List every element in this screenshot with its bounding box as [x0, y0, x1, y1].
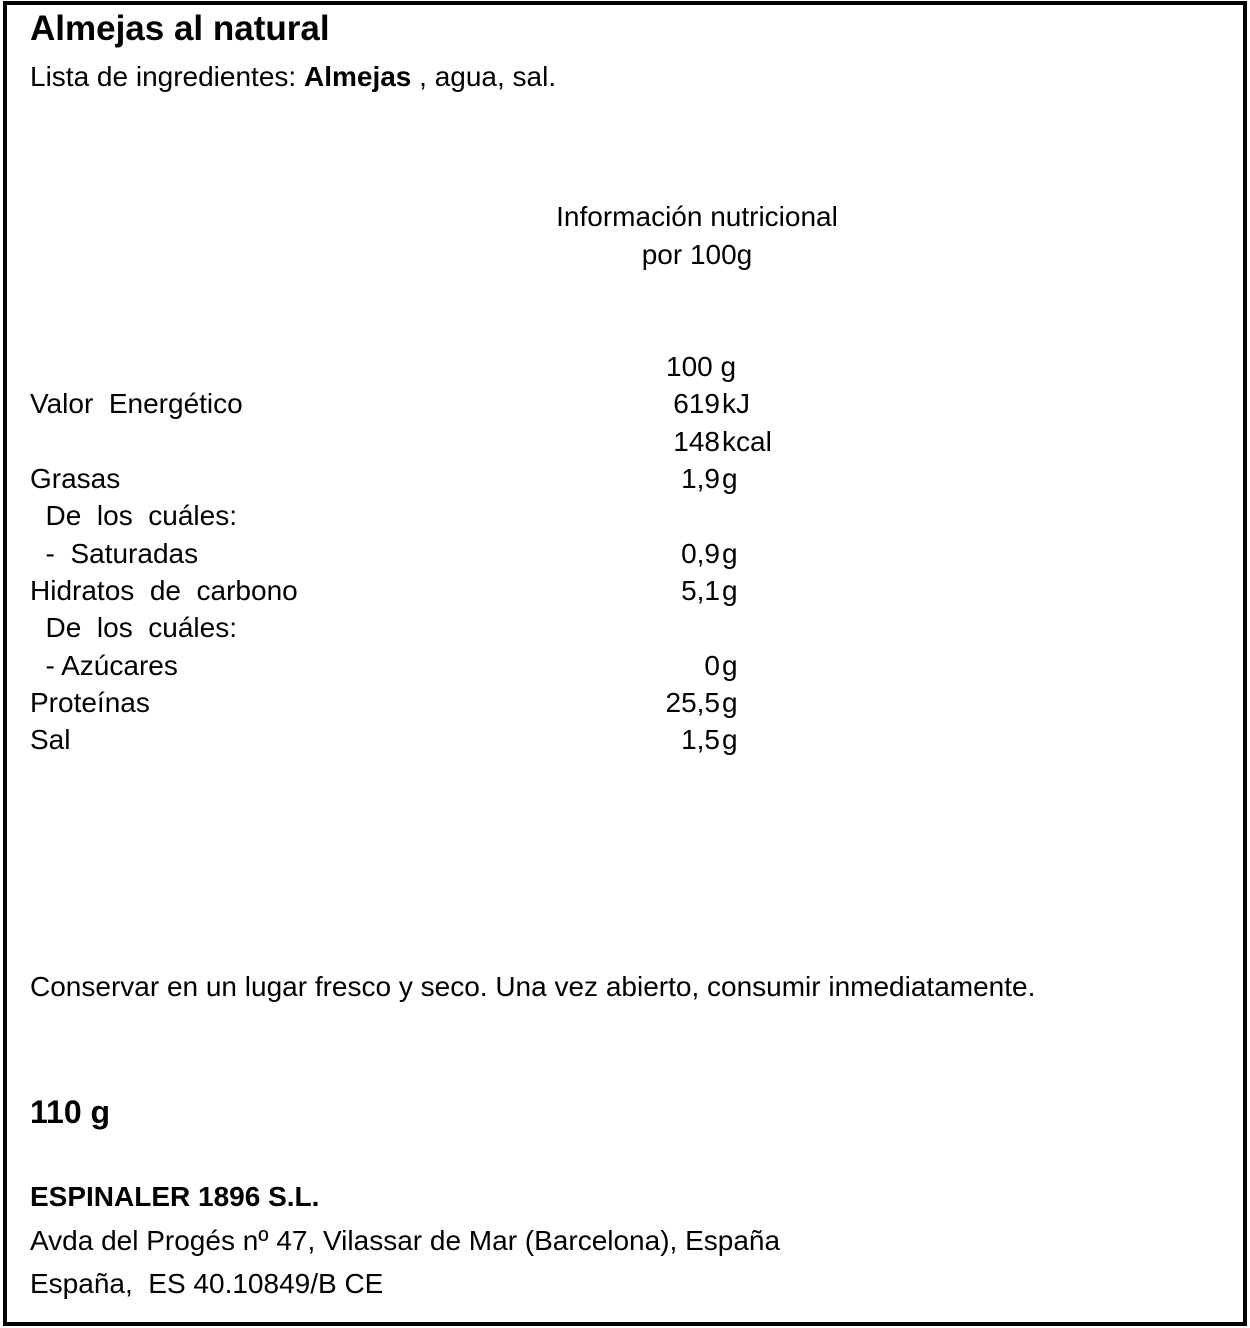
- nutrition-header-subtitle: por 100g: [641, 239, 753, 270]
- row-label: Hidratos de carbono: [30, 575, 298, 606]
- row-value: 25,5: [665, 687, 720, 718]
- row-label: - Azúcares: [30, 650, 178, 681]
- nutrition-column-header: 100 g: [666, 351, 737, 382]
- row-unit: kJ: [722, 388, 750, 419]
- row-label: Grasas: [30, 463, 121, 494]
- row-value: 1,9: [681, 463, 720, 494]
- row-value: 0,9: [681, 538, 720, 569]
- row-label: Sal: [30, 724, 71, 755]
- company-registry: España, ES 40.10849/B CE: [30, 1268, 384, 1299]
- row-label: - Saturadas: [30, 538, 199, 569]
- row-label: Proteínas: [30, 687, 150, 718]
- row-label: De los cuáles:: [30, 500, 237, 531]
- ingredients-rest: , agua, sal.: [411, 61, 557, 92]
- storage-instructions: Conservar en un lugar fresco y seco. Una vez abierto, consumir inmediatamente.: [30, 971, 1036, 1002]
- ingredients-main: Almejas: [303, 61, 412, 92]
- company-address: Avda del Progés nº 47, Vilassar de Mar (Barcelona), España: [30, 1225, 781, 1256]
- row-value: 148: [673, 426, 720, 457]
- row-label: De los cuáles:: [30, 612, 237, 643]
- row-value: 1,5: [681, 724, 720, 755]
- row-unit: g: [722, 724, 738, 755]
- ingredients-line: [30, 63, 556, 91]
- row-unit: g: [722, 575, 738, 606]
- product-title: Almejas al natural: [30, 9, 330, 48]
- row-unit: kcal: [722, 426, 772, 457]
- net-weight: 110 g: [30, 1094, 111, 1130]
- label-frame: [3, 1, 1247, 1326]
- row-unit: g: [722, 650, 738, 681]
- row-unit: g: [722, 687, 738, 718]
- row-value: 619: [673, 388, 720, 419]
- row-label: Valor Energético: [30, 388, 243, 419]
- row-value: 0: [704, 650, 720, 681]
- ingredients-prefix: Lista de ingredientes:: [30, 61, 304, 92]
- row-unit: g: [722, 463, 738, 494]
- row-value: 5,1: [681, 575, 720, 606]
- nutrition-header-title: Información nutricional: [556, 201, 838, 232]
- row-unit: g: [722, 538, 738, 569]
- company-name: ESPINALER 1896 S.L.: [30, 1181, 320, 1212]
